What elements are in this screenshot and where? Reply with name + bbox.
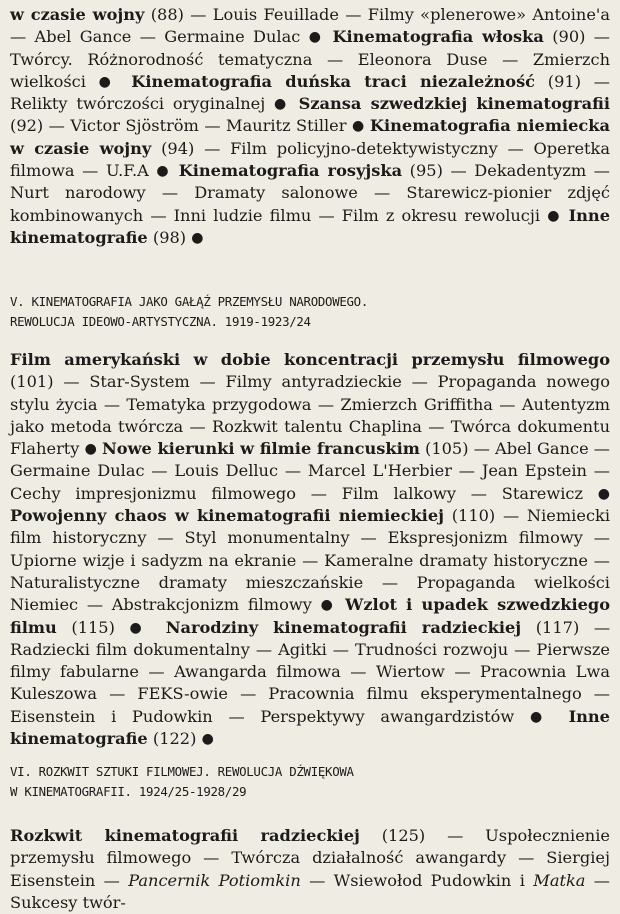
section-title: Inne kinematografie [10,706,610,749]
chapter-vi-heading-line2: W KINEMATOGRAFII. 1924/25-1928/29 [10,784,247,799]
section-title: w czasie wojny [10,5,145,24]
contents-text: (98) [147,227,192,247]
contents-text: (92) — Victor Sjöström — Mauritz Stiller [10,116,352,136]
section-title: Nowe kierunki w filmie francuskim [101,439,420,459]
chapter-v-heading [10,292,610,332]
section-title: Film amerykański w dobie koncentracji przemysłu filmowego [10,350,610,369]
contents-text: (91) — Relikty twórczości oryginalnej [10,71,610,114]
contents-text [151,618,166,637]
contents-text [553,707,569,726]
contents-text: (125) — Uspołecznienie przemysłu filmowego — Twórcza działalność awangardy — Siergiej Eisenstein — [10,826,610,890]
contents-text [171,161,179,180]
contents-text: (122) [147,729,202,749]
section-title: Rozkwit kinematografii radzieckiej [10,826,360,845]
section-title: Szansa szwedzkiej kinematografii [298,94,611,114]
contents-text: — Wsiewołod Pudowkin i [300,870,534,890]
section-bullet: ● [597,485,610,502]
section-title: Kinematografia duńska traci niezależność [131,71,536,91]
section-bullet: ● [98,73,119,90]
contents-text: (105) — Abel Gance — Germaine Dulac — Louis Delluc — Marcel L'Herbier — Jean Epstein — Cechy impresjonizmu filmowego — Film lalkowy — Starewicz [10,439,610,503]
intro-contents-paragraph [10,4,610,249]
film-title: Matka [533,870,586,890]
contents-text: (115) [56,617,130,637]
section-bullet: ● [547,207,562,224]
section-bullet: ● [320,597,337,614]
chapter-v-contents-paragraph [10,349,610,750]
section-title: Kinematografia niemiecka w czasie wojny [10,116,610,158]
contents-text: (90) — Twórcy. Różnorodność tematyczna — Eleonora Duse — Zmierzch wielkości [10,27,610,91]
section-title: Narodziny kinematografii radzieckiej [165,617,522,637]
section-bullet: ● [274,96,290,113]
chapter-vi-heading-line1: VI. ROZKWIT SZTUKI FILMOWEJ. REWOLUCJA DŹWIĘKOWA [10,764,354,779]
section-bullet: ● [129,619,152,636]
contents-text: (95) — Dekadentyzm — Nurt narodowy — Dramaty salonowe — Starewicz-pionier zdjęć kombinowanych — Inni ludzie filmu — Film z okresu rewolucji [10,161,610,225]
chapter-v-heading-line2: REWOLUCJA IDEOWO-ARTYSTYCZNA. 1919-1923/24 [10,314,311,329]
contents-text [336,595,345,614]
section-bullet: ● [156,163,172,180]
contents-text [561,206,568,225]
film-title: Pancernik Potiomkin [128,870,301,890]
section-title: Wzlot i upadek szwedzkiego filmu [10,595,611,637]
section-title: Kinematografia włoska [332,27,544,47]
section-title: Kinematografia rosyjska [178,161,403,181]
contents-text: (94) — Film policyjno-detektywistyczny — Operetka filmowa — U.F.A [10,138,610,181]
section-bullet: ● [351,118,365,135]
contents-text: (117) — Radziecki film dokumentalny — Agitki — Trudności rozwoju — Pierwsze filmy fabularne — Awangarda filmowa — Wiertow — Pracownia Lwa Kuleszowa — FEKS-owie — Pracownia filmu eksperymentalnego — Eisenstein i Pudowkin — Perspektywy awangardzistów [10,617,611,726]
chapter-vi-heading [10,762,610,802]
contents-text: — Sukcesy twór- [10,870,610,912]
section-bullet: ● [308,29,325,46]
section-bullet: ● [191,229,204,246]
contents-text: (110) — Niemiecki film historyczny — Styl monumentalny — Ekspresjonizm filmowy — Upiorne wizje i sadyzm na ekranie — Kameralne dramaty historyczne — Naturalistyczne dramaty mieszczańskie — Propaganda wielkości Niemiec — Abstrakcjonizm filmowy [10,506,610,615]
contents-text: (88) — Louis Feuillade — Filmy «plenerowe» Antoine'a — Abel Gance — Germaine Dulac [10,5,611,47]
section-bullet: ● [201,731,214,748]
contents-text: (101) — Star-System — Filmy antyradzieckie — Propaganda nowego stylu życia — Tematyka przygodowa — Zmierzch Griffitha — Autentyzm jako metoda twórcza — Rozkwit talentu Chaplina — Twórca dokumentu Flaherty [10,372,610,459]
contents-text [119,72,132,91]
chapter-v-heading-line1: V. KINEMATOGRAFIA JAKO GAŁĄŹ PRZEMYSŁU NARODOWEGO. [10,294,368,309]
section-bullet: ● [84,441,97,458]
section-bullet: ● [529,708,553,725]
section-title: Powojenny chaos w kinematografii niemieckiej [10,506,444,526]
section-title: Inne kinematografie [10,205,610,247]
contents-text [290,94,299,113]
